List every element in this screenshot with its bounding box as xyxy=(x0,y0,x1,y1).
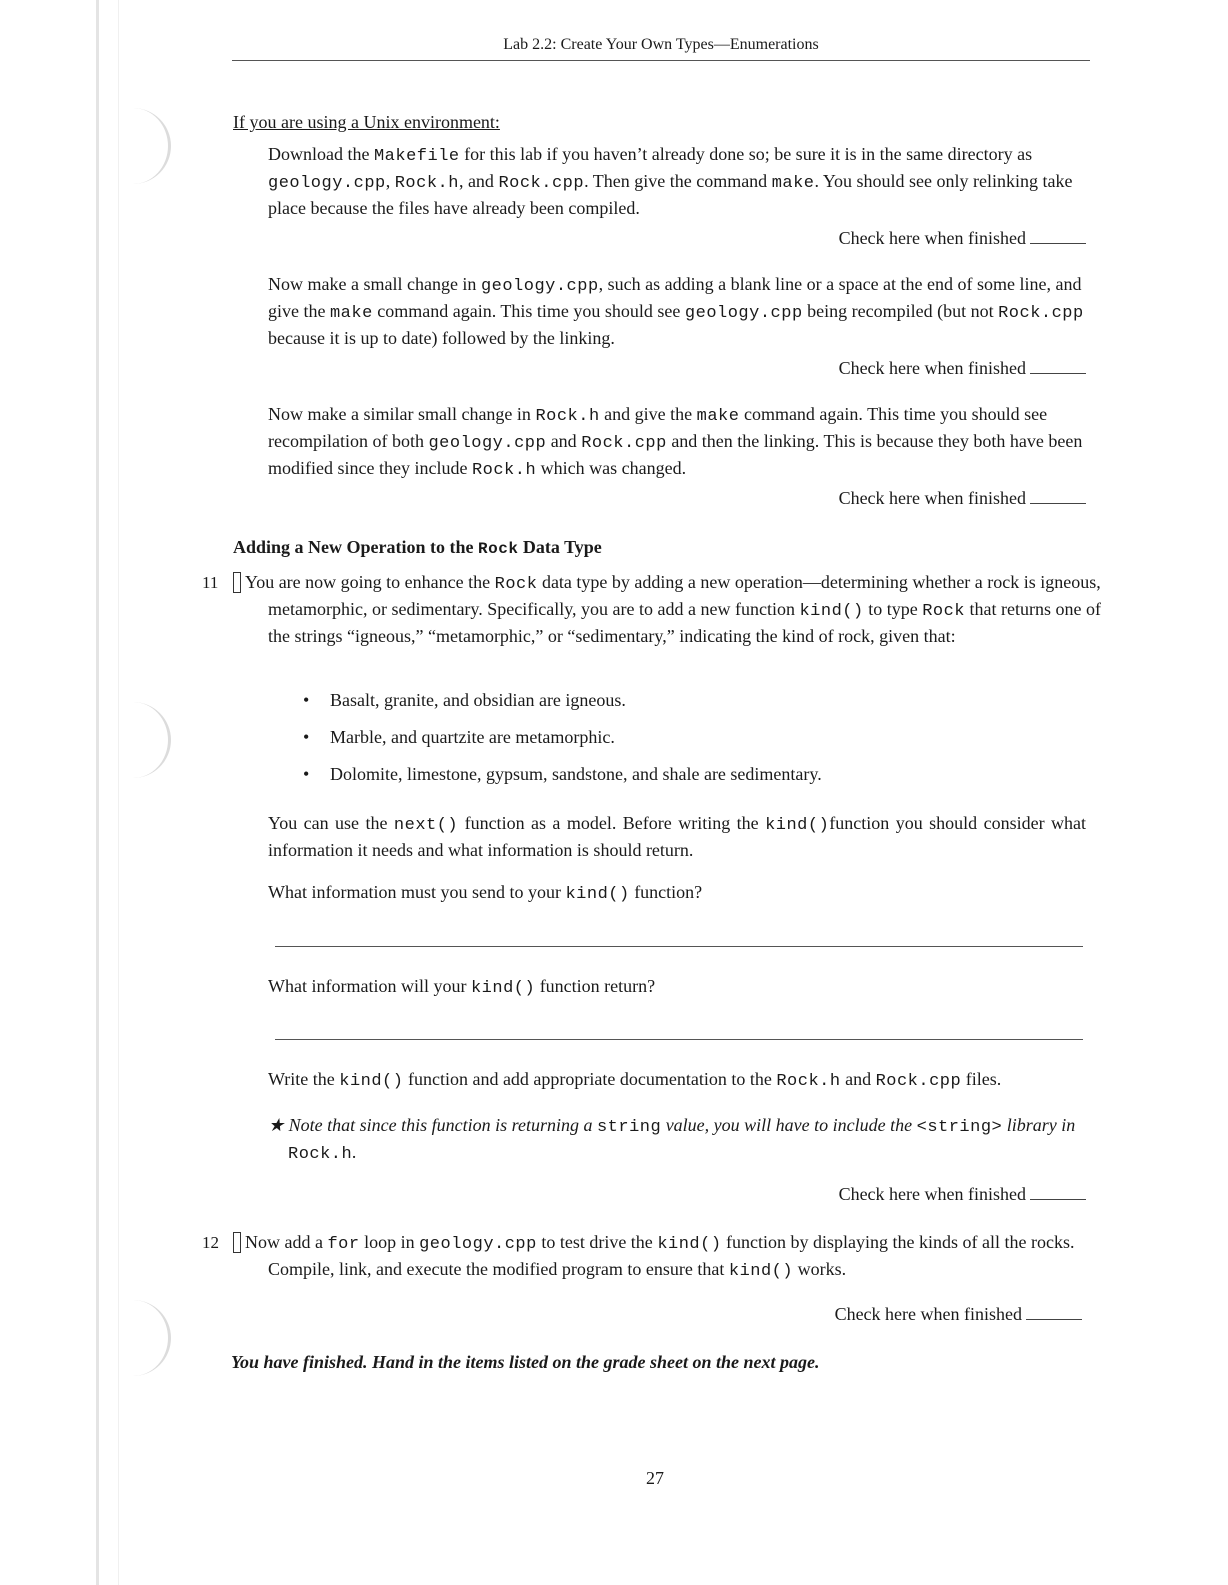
code: kind() xyxy=(657,1235,722,1254)
text: to test drive the xyxy=(536,1232,658,1252)
text: value, you will have to include the xyxy=(661,1115,917,1135)
code: Rock.cpp xyxy=(498,174,585,193)
running-header xyxy=(232,32,1090,61)
step-number-box: 12 xyxy=(233,1232,241,1253)
unix-paragraph-1 xyxy=(268,142,1086,220)
code: geology.cpp xyxy=(268,174,386,193)
check-blank[interactable] xyxy=(1026,1302,1082,1320)
text: that returns one of the strings “igneous,” “metamorphic,” or “sedimentary,” indicating the kind of rock, given that: xyxy=(268,599,1101,646)
text: . Then give the command xyxy=(584,171,772,191)
list-item: • Basalt, granite, and obsidian are igneous. xyxy=(300,688,822,725)
model-paragraph xyxy=(268,811,1086,862)
code: string xyxy=(596,1118,662,1137)
check-finished-3 xyxy=(839,486,1086,510)
code: <string> xyxy=(916,1118,1003,1137)
answer-line-2[interactable] xyxy=(275,1039,1083,1040)
text: and then the linking. This is because they both have been modified since they include xyxy=(268,431,1083,478)
code: Rock.h xyxy=(394,174,459,193)
text: library in xyxy=(1002,1115,1076,1135)
check-blank[interactable] xyxy=(1030,486,1086,504)
check-label: Check here when finished xyxy=(838,358,1026,378)
text: works. xyxy=(793,1259,847,1279)
list-item: • Marble, and quartzite are metamorphic. xyxy=(300,725,822,762)
text: Data Type xyxy=(518,537,602,557)
code: kind() xyxy=(470,979,536,998)
code: geology.cpp xyxy=(480,277,599,296)
text: What information will your xyxy=(268,976,471,996)
text: Adding a New Operation to the xyxy=(233,537,479,557)
text: function as a model. Before writing the xyxy=(458,813,766,833)
code: make xyxy=(329,304,373,323)
code: Rock.cpp xyxy=(581,434,667,453)
text: function return? xyxy=(535,976,656,996)
text: command again. This time you should see xyxy=(372,301,685,321)
check-finished-5 xyxy=(835,1302,1082,1326)
unix-paragraph-3 xyxy=(268,402,1086,483)
text: , such as adding a blank line or a space at the end of some line, and give the xyxy=(268,274,1082,321)
step-12 xyxy=(202,1230,1098,1284)
check-label: Check here when finished xyxy=(834,1304,1022,1324)
text: and give the xyxy=(599,404,697,424)
check-blank[interactable] xyxy=(1030,1182,1086,1200)
page-number: 27 xyxy=(646,1468,664,1488)
text: What information must you send to your xyxy=(268,882,566,902)
text: , and xyxy=(458,171,499,191)
text: for this lab if you haven’t already done so; be sure it is in the same directory as xyxy=(459,144,1033,164)
code: for xyxy=(327,1235,360,1254)
unix-heading: If you are using a Unix environment: xyxy=(233,112,500,132)
text: function by displaying the kinds of all the rocks. Compile, link, and execute the modified program to ensure that xyxy=(268,1232,1075,1279)
code: Rock.cpp xyxy=(875,1072,962,1091)
code: geology.cpp xyxy=(684,304,803,323)
text: Note that since this function is returning a xyxy=(284,1115,597,1135)
text: being recompiled (but not xyxy=(802,301,999,321)
text: function you should consider what information it needs and what information is should return. xyxy=(268,813,1086,860)
code: geology.cpp xyxy=(428,434,547,453)
text: loop in xyxy=(359,1232,420,1252)
code: kind() xyxy=(728,1262,794,1281)
text: Write the xyxy=(268,1069,340,1089)
check-finished-1 xyxy=(839,226,1086,250)
list-item: • Dolomite, limestone, gypsum, sandstone, and shale are sedimentary. xyxy=(300,762,822,799)
text: . xyxy=(352,1142,357,1162)
step-11 xyxy=(202,570,1121,648)
unix-paragraph-2 xyxy=(268,272,1086,350)
punch-hole-top xyxy=(128,108,171,184)
text: files. xyxy=(961,1069,1002,1089)
code: kind() xyxy=(339,1072,404,1091)
code: Rock.cpp xyxy=(998,304,1084,323)
step-number-box: 11 xyxy=(233,572,241,593)
text: function and add appropriate documentation to the xyxy=(403,1069,777,1089)
star-icon: ★ xyxy=(268,1115,285,1135)
text: data type by adding a new operation—determining whether a rock is igneous, metamorphic, or sedimentary. Specifically, you are to add a new function xyxy=(268,572,1101,619)
text: Now make a similar small change in xyxy=(268,404,536,424)
text: Now make a small change in xyxy=(268,274,481,294)
code: Rock.h xyxy=(288,1145,353,1164)
binding-shadow xyxy=(96,0,99,1585)
check-label: Check here when finished xyxy=(838,488,1026,508)
note xyxy=(268,1113,1086,1167)
check-label: Check here when finished xyxy=(838,1184,1026,1204)
finish-statement: You have finished. Hand in the items listed on the grade sheet on the next page. xyxy=(231,1352,820,1372)
code: make xyxy=(771,174,815,193)
code: kind() xyxy=(565,885,630,904)
text: which was changed. xyxy=(536,458,687,478)
code: Rock xyxy=(922,602,966,621)
code: Makefile xyxy=(373,147,460,166)
rock-kinds-list xyxy=(300,688,822,799)
text: to type xyxy=(863,599,923,619)
code: Rock xyxy=(494,575,538,594)
check-label: Check here when finished xyxy=(838,228,1026,248)
binding-line xyxy=(118,0,119,1585)
code: Rock.h xyxy=(776,1072,841,1091)
write-instruction xyxy=(268,1067,1086,1094)
code: geology.cpp xyxy=(419,1235,537,1254)
code: Rock.h xyxy=(471,461,537,480)
text: command again. This time you should see recompilation of both xyxy=(268,404,1048,451)
check-blank[interactable] xyxy=(1030,356,1086,374)
text: . You should see only relinking take place because the files have already been compiled. xyxy=(268,171,1073,218)
header-title: Lab 2.2: Create Your Own Types—Enumerations xyxy=(503,36,819,53)
code: kind() xyxy=(799,602,864,621)
punch-hole-middle xyxy=(128,702,171,778)
check-finished-2 xyxy=(839,356,1086,380)
check-blank[interactable] xyxy=(1030,226,1086,244)
code: kind() xyxy=(765,816,830,835)
text: , xyxy=(385,171,395,191)
code: next() xyxy=(393,816,459,835)
text: Download the xyxy=(268,144,374,164)
section-heading xyxy=(233,535,602,561)
text: Now add a xyxy=(245,1232,328,1252)
answer-line-1[interactable] xyxy=(275,946,1083,947)
code: Rock xyxy=(478,540,519,558)
code: Rock.h xyxy=(535,407,600,426)
check-finished-4 xyxy=(839,1182,1086,1206)
code: make xyxy=(696,407,740,426)
text: and xyxy=(546,431,582,451)
text: and xyxy=(840,1069,876,1089)
question-2 xyxy=(268,974,1086,1001)
text: You can use the xyxy=(268,813,394,833)
text: because it is up to date) followed by the linking. xyxy=(268,328,615,348)
punch-hole-bottom xyxy=(128,1300,171,1376)
question-1 xyxy=(268,880,1086,907)
text: You are now going to enhance the xyxy=(245,572,495,592)
text: function? xyxy=(629,882,703,902)
